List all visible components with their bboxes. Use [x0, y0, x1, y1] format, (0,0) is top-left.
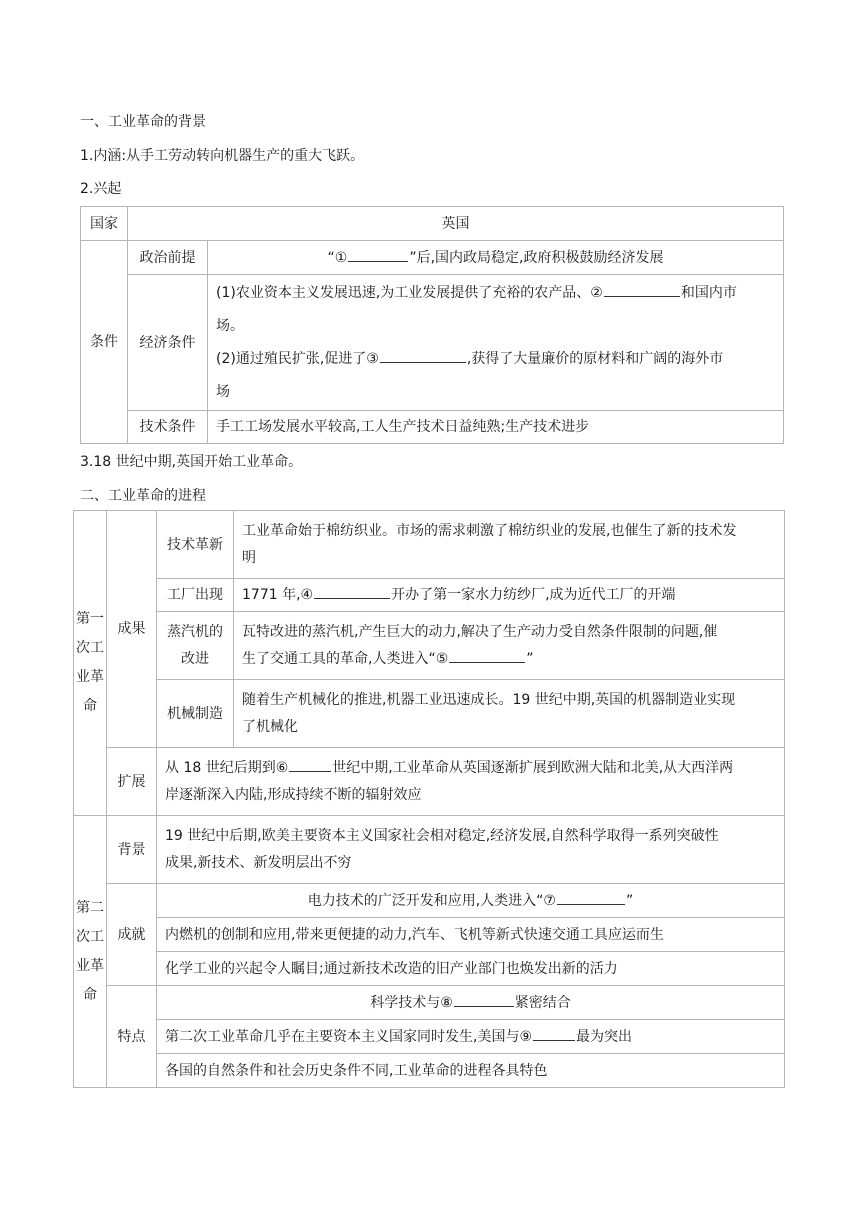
first-revolution-label: 第一 次工 业革 命: [74, 511, 107, 816]
table-rise: [80, 206, 784, 444]
header-country-value: 英国: [128, 207, 784, 241]
table-row: [74, 1054, 785, 1088]
economic-text: (1)农业资本主义发展迅速,为工业发展提供了充裕的农产品、② 和国内市 场。 (2)通过殖民扩张,促进了③ ,获得了大量廉价的原材料和广阔的海外市 场: [208, 275, 784, 411]
item-start: 3.18 世纪中期,英国开始工业革命。: [80, 454, 303, 470]
political-label: 政治前提: [128, 241, 208, 275]
achievement-chemical: 化学工业的兴起令人瞩目;通过新技术改造的旧产业部门也焕发出新的活力: [157, 952, 785, 986]
background-text: 19 世纪中后期,欧美主要资本主义国家社会相对稳定,经济发展,自然科学取得一系列突破性 成果,新技术、新发明层出不穷: [157, 816, 785, 884]
feature-diversity: 各国的自然条件和社会历史条件不同,工业革命的进程各具特色: [157, 1054, 785, 1088]
steam-engine-label: 蒸汽机的 改进: [157, 612, 234, 680]
factory-label: 工厂出现: [157, 579, 234, 612]
section-title-progress: 二、工业革命的进程: [80, 488, 206, 504]
blank-4[interactable]: [314, 582, 390, 599]
blank-5[interactable]: [449, 646, 525, 663]
item-rise: 2.兴起: [80, 181, 122, 197]
table-row: [74, 1020, 785, 1054]
second-revolution-label: 第二 次工 业革 命: [74, 816, 107, 1088]
achievement-engine: 内燃机的创制和应用,带来更便捷的动力,汽车、飞机等新式快速交通工具应运而生: [157, 918, 785, 952]
technical-text: 手工工场发展水平较高,工人生产技术日益纯熟;生产技术进步: [208, 411, 784, 444]
feature-science: 科学技术与⑧ 紧密结合: [157, 986, 785, 1020]
table-row: [74, 918, 785, 952]
table-row: [74, 612, 785, 680]
table-row: [74, 511, 785, 579]
blank-1[interactable]: [348, 245, 408, 262]
header-country: 国家: [81, 207, 128, 241]
achievements-label: 成就: [107, 884, 157, 986]
tech-innovation-text: 工业革命始于棉纺织业。市场的需求刺激了棉纺织业的发展,也催生了新的技术发 明: [234, 511, 785, 579]
blank-2[interactable]: [604, 280, 680, 297]
achievement-electric: 电力技术的广泛开发和应用,人类进入“⑦ ”: [157, 884, 785, 918]
technical-label: 技术条件: [128, 411, 208, 444]
table-row: [74, 952, 785, 986]
conditions-label: 条件: [81, 241, 128, 444]
table-row: [81, 275, 784, 411]
blank-7[interactable]: [557, 888, 625, 905]
feature-simultaneous: 第二次工业革命几乎在主要资本主义国家同时发生,美国与⑨ 最为突出: [157, 1020, 785, 1054]
machinery-label: 机械制造: [157, 680, 234, 748]
results-label: 成果: [107, 511, 157, 748]
economic-label: 经济条件: [128, 275, 208, 411]
table-row: [74, 986, 785, 1020]
table-row: [74, 579, 785, 612]
table-row: [81, 241, 784, 275]
section-title-background: 一、工业革命的背景: [80, 114, 206, 130]
machinery-text: 随着生产机械化的推进,机器工业迅速成长。19 世纪中期,英国的机器制造业实现 了机械化: [234, 680, 785, 748]
expansion-text: 从 18 世纪后期到⑥ 世纪中期,工业革命从英国逐渐扩展到欧洲大陆和北美,从大西洋两 岸逐渐深入内陆,形成持续不断的辐射效应: [157, 748, 785, 816]
blank-9[interactable]: [533, 1024, 575, 1041]
tech-innovation-label: 技术革新: [157, 511, 234, 579]
table-row: [74, 748, 785, 816]
table-row: [74, 884, 785, 918]
features-label: 特点: [107, 986, 157, 1088]
steam-engine-text: 瓦特改进的蒸汽机,产生巨大的动力,解决了生产动力受自然条件限制的问题,催 生了交通工具的革命,人类进入“⑤ ”: [234, 612, 785, 680]
table-row: [81, 207, 784, 241]
blank-6[interactable]: [289, 755, 331, 772]
table-row: [74, 816, 785, 884]
factory-text: 1771 年,④ 开办了第一家水力纺纱厂,成为近代工厂的开端: [234, 579, 785, 612]
blank-8[interactable]: [454, 990, 514, 1007]
background-label: 背景: [107, 816, 157, 884]
table-progress: [73, 510, 785, 1088]
political-text: “① ”后,国内政局稳定,政府积极鼓励经济发展: [208, 241, 784, 275]
blank-3[interactable]: [380, 346, 466, 363]
table-row: [81, 411, 784, 444]
expansion-label: 扩展: [107, 748, 157, 816]
table-row: [74, 680, 785, 748]
item-definition: 1.内涵:从手工劳动转向机器生产的重大飞跃。: [80, 148, 365, 164]
